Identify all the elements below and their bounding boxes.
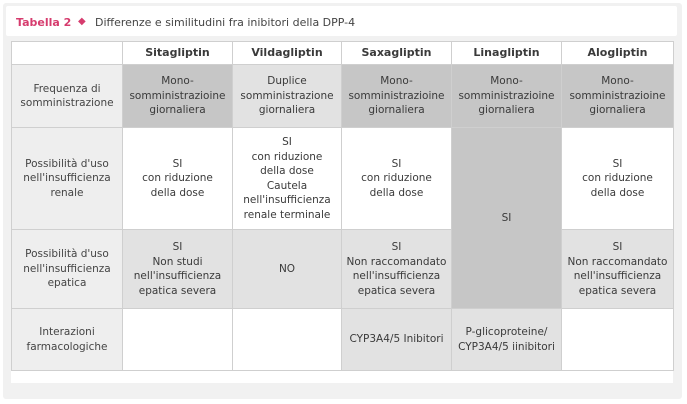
- column-header-alogliptin: Alogliptin: [562, 42, 674, 65]
- row-header-frequency: Frequenza di somministrazione: [12, 65, 123, 128]
- cell-frequency-alogliptin: Mono- somministrazioine giornaliera: [562, 65, 674, 128]
- cell-interactions-sitagliptin: [123, 309, 233, 371]
- column-header-saxagliptin: Saxagliptin: [342, 42, 452, 65]
- cell-renal-hepatic-linagliptin: SI: [452, 128, 562, 309]
- diamond-icon: ◆: [78, 16, 86, 27]
- cell-hepatic-alogliptin: SI Non raccomandato nell'insufficienza epatica severa: [562, 230, 674, 309]
- cell-renal-vildagliptin: SI con riduzione della dose Cautela nell'insufficienza renale terminale: [233, 128, 342, 230]
- corner-cell: [12, 42, 123, 65]
- cell-renal-alogliptin: SI con riduzione della dose: [562, 128, 674, 230]
- cell-hepatic-saxagliptin: SI Non raccomandato nell'insufficienza epatica severa: [342, 230, 452, 309]
- cell-frequency-vildagliptin: Duplice somministrazione giornaliera: [233, 65, 342, 128]
- cell-frequency-saxagliptin: Mono- somministrazioine giornaliera: [342, 65, 452, 128]
- table-row-hepatic: [12, 230, 674, 309]
- cell-renal-saxagliptin: SI con riduzione della dose: [342, 128, 452, 230]
- row-header-interactions: Interazioni farmacologiche: [12, 309, 123, 371]
- table-number: Tabella 2: [16, 16, 72, 29]
- cell-hepatic-sitagliptin: SI Non studi nell'insufficienza epatica severa: [123, 230, 233, 309]
- table-row-interactions: [12, 309, 674, 371]
- cell-interactions-vildagliptin: [233, 309, 342, 371]
- cell-interactions-linagliptin: P-glicoproteine/ CYP3A4/5 iinibitori: [452, 309, 562, 371]
- row-header-hepatic: Possibilità d'uso nell'insufficienza epatica: [12, 230, 123, 309]
- cell-hepatic-vildagliptin: NO: [233, 230, 342, 309]
- table-header-row: [12, 42, 674, 65]
- column-header-sitagliptin: Sitagliptin: [123, 42, 233, 65]
- table-caption: [6, 6, 677, 36]
- row-header-renal: Possibilità d'uso nell'insufficienza renale: [12, 128, 123, 230]
- column-header-vildagliptin: Vildagliptin: [233, 42, 342, 65]
- comparison-table: [11, 41, 674, 371]
- table-row-frequency: [12, 65, 674, 128]
- column-header-linagliptin: Linagliptin: [452, 42, 562, 65]
- cell-frequency-sitagliptin: Mono- somministrazioine giornaliera: [123, 65, 233, 128]
- comparison-table-container: [11, 41, 673, 383]
- cell-interactions-saxagliptin: CYP3A4/5 Inibitori: [342, 309, 452, 371]
- cell-frequency-linagliptin: Mono- somministrazioine giornaliera: [452, 65, 562, 128]
- cell-renal-sitagliptin: SI con riduzione della dose: [123, 128, 233, 230]
- table-row-renal: [12, 128, 674, 230]
- table-title: Differenze e similitudini fra inibitori della DPP-4: [95, 16, 356, 29]
- cell-interactions-alogliptin: [562, 309, 674, 371]
